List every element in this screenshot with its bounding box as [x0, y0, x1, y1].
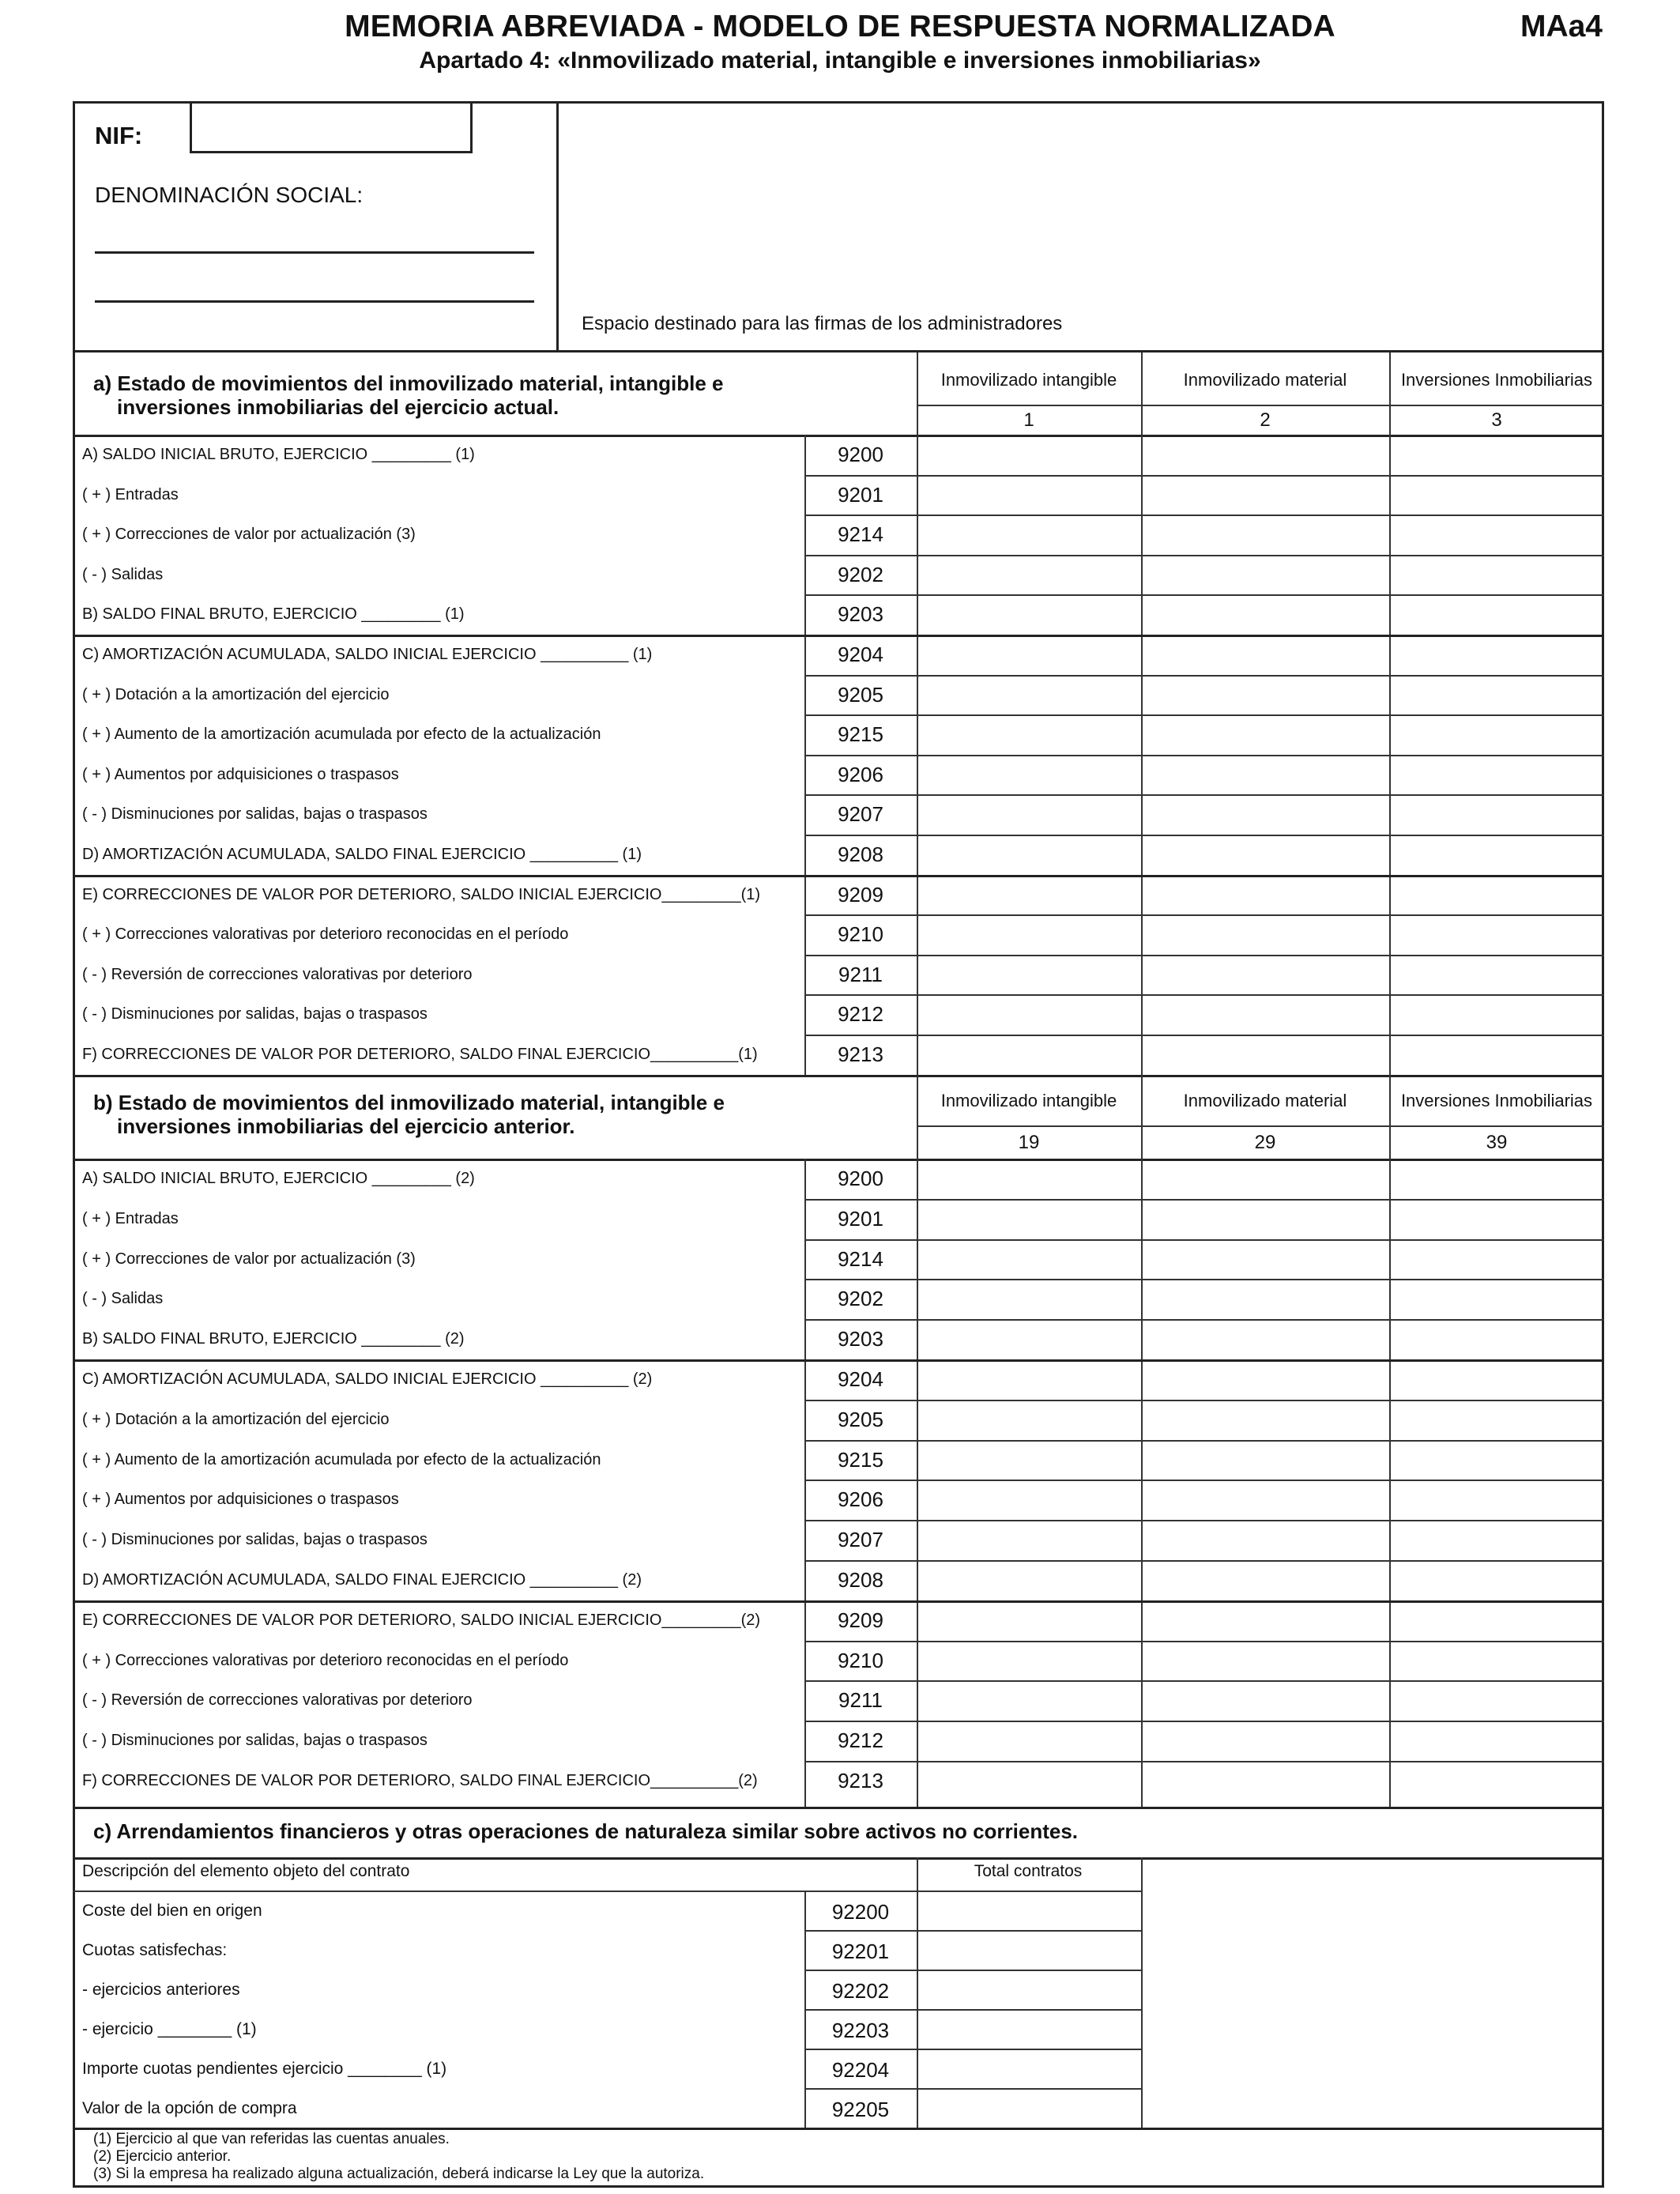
- page-title: MEMORIA ABREVIADA - MODELO DE RESPUESTA NORMALIZADA: [345, 9, 1335, 43]
- section-a-title-line2: inversiones inmobiliarias del ejercicio actual.: [117, 395, 559, 419]
- section-a-col1-number: 1: [1023, 409, 1034, 431]
- section-b-row-label: ( - ) Disminuciones por salidas, bajas o traspasos: [82, 1531, 428, 1549]
- section-b-input-cell-col3[interactable]: [1391, 1642, 1603, 1679]
- section-c-row-code: 92201: [831, 1940, 890, 1963]
- section-b-input-cell-col1[interactable]: [918, 1442, 1139, 1479]
- section-b-input-cell-col2[interactable]: [1143, 1682, 1388, 1719]
- section-a-input-cell-col3[interactable]: [1391, 916, 1603, 953]
- section-a-input-cell-col3[interactable]: [1391, 956, 1603, 993]
- section-c-row-label: Importe cuotas pendientes ejercicio ________ (1): [82, 2060, 447, 2078]
- section-a-input-cell-col1[interactable]: [918, 796, 1139, 833]
- section-b-header-vline-2: [1389, 1075, 1391, 1159]
- section-b-input-cell-col2[interactable]: [1143, 1521, 1388, 1559]
- section-a-input-cell-col3[interactable]: [1391, 796, 1603, 833]
- section-c-total-input-cell[interactable]: [918, 2090, 1139, 2126]
- section-b-input-cell-col3[interactable]: [1391, 1280, 1603, 1318]
- section-a-row-label: ( + ) Correcciones de valor por actualización (3): [82, 526, 416, 544]
- section-b-row-label: ( - ) Reversión de correcciones valorativas por deterioro: [82, 1691, 473, 1710]
- section-b-input-cell-col2[interactable]: [1143, 1562, 1388, 1599]
- section-b-row-label: F) CORRECCIONES DE VALOR POR DETERIORO, SALDO FINAL EJERCICIO__________(2): [82, 1772, 758, 1789]
- section-b-input-cell-col3[interactable]: [1391, 1562, 1603, 1599]
- section-b-row-code: 9214: [838, 1246, 883, 1271]
- section-b-input-cell-col2[interactable]: [1143, 1602, 1388, 1639]
- section-b-col1-header: Inmovilizado intangible: [940, 1091, 1117, 1110]
- section-b-row-label: E) CORRECCIONES DE VALOR POR DETERIORO, SALDO INICIAL EJERCICIO_________(2): [82, 1611, 761, 1629]
- section-b-input-cell-col2[interactable]: [1143, 1280, 1388, 1318]
- section-b-row-label: ( + ) Entradas: [82, 1209, 179, 1227]
- section-b-row-label: ( - ) Salidas: [82, 1290, 164, 1308]
- section-a-col2-header: Inmovilizado material: [1183, 370, 1347, 390]
- section-a-row-label: E) CORRECCIONES DE VALOR POR DETERIORO, SALDO INICIAL EJERCICIO_________(1): [82, 885, 761, 903]
- section-b-title-line1: b) Estado de movimientos del inmovilizado material, intangible e: [93, 1091, 725, 1114]
- section-b-input-cell-col3[interactable]: [1391, 1401, 1603, 1438]
- section-a-row-code: 9213: [838, 1042, 883, 1066]
- section-a-input-cell-col3[interactable]: [1391, 836, 1603, 873]
- section-a-input-cell-col2[interactable]: [1143, 956, 1388, 993]
- section-b-input-cell-col1[interactable]: [918, 1762, 1139, 1800]
- section-c-row-code: 92204: [831, 2058, 890, 2082]
- section-a-header-vline-2: [1389, 352, 1391, 435]
- section-b-input-cell-col2[interactable]: [1143, 1642, 1388, 1679]
- section-a-input-cell-col2[interactable]: [1143, 1036, 1388, 1073]
- section-b-row-label: B) SALDO FINAL BRUTO, EJERCICIO _________ (2): [82, 1330, 465, 1348]
- section-b-input-cell-col2[interactable]: [1143, 1442, 1388, 1479]
- section-b-col2-header: Inmovilizado material: [1183, 1091, 1347, 1110]
- section-b-title-line2: inversiones inmobiliarias del ejercicio anterior.: [117, 1114, 575, 1138]
- section-a-row-label: ( - ) Disminuciones por salidas, bajas o traspasos: [82, 805, 428, 824]
- section-a-input-cell-col3[interactable]: [1391, 876, 1603, 914]
- section-b-input-cell-col2[interactable]: [1143, 1160, 1388, 1197]
- section-a-input-cell-col1[interactable]: [918, 1036, 1139, 1073]
- section-a-row-label: F) CORRECCIONES DE VALOR POR DETERIORO, SALDO FINAL EJERCICIO__________(1): [82, 1046, 758, 1063]
- section-b-col2-number: 29: [1254, 1132, 1276, 1153]
- section-a-input-cell-col3[interactable]: [1391, 516, 1603, 553]
- section-b-row-code: 9205: [838, 1407, 883, 1431]
- section-a-input-cell-col3[interactable]: [1391, 996, 1603, 1033]
- nif-field[interactable]: [190, 103, 473, 153]
- section-b-input-cell-col3[interactable]: [1391, 1321, 1603, 1358]
- section-c-vline-total-right: [1141, 1857, 1143, 2128]
- section-b-row-label: ( + ) Aumento de la amortización acumulada por efecto de la actualización: [82, 1450, 601, 1468]
- section-b-input-cell-col3[interactable]: [1391, 1160, 1603, 1197]
- section-b-row-code: 9202: [838, 1287, 883, 1311]
- section-b-header-vline-1: [1141, 1075, 1143, 1159]
- section-c-title: c) Arrendamientos financieros y otras operaciones de naturaleza similar sobre activos no corrientes.: [93, 1819, 1079, 1843]
- section-b-input-cell-col2[interactable]: [1143, 1361, 1388, 1398]
- section-a-input-cell-col2[interactable]: [1143, 556, 1388, 594]
- section-a-header-rule: [917, 405, 1604, 406]
- section-a-row-label: ( - ) Disminuciones por salidas, bajas o traspasos: [82, 1005, 428, 1023]
- section-c-total-input-cell[interactable]: [918, 1932, 1139, 1968]
- section-a-row-label: ( + ) Aumentos por adquisiciones o traspasos: [82, 765, 399, 783]
- footnote-2: (2) Ejercicio anterior.: [93, 2148, 232, 2165]
- section-a-row-label: ( + ) Entradas: [82, 485, 179, 503]
- footnote-3: (3) Si la empresa ha realizado alguna actualización, deberá indicarse la Ley que la autoriza.: [93, 2166, 705, 2182]
- section-b-input-cell-col1[interactable]: [918, 1722, 1139, 1759]
- section-b-input-cell-col3[interactable]: [1391, 1602, 1603, 1639]
- section-c-row-code: 92200: [831, 1900, 890, 1924]
- section-b-col3-header: Inversiones Inmobiliarias: [1400, 1091, 1593, 1110]
- section-b-row-code: 9206: [838, 1487, 883, 1512]
- section-a-input-cell-col1[interactable]: [918, 477, 1139, 514]
- section-a-row-code: 9212: [838, 1002, 883, 1027]
- section-c-row-label: Cuotas satisfechas:: [82, 1941, 228, 1959]
- section-b-row-code: 9213: [838, 1769, 883, 1793]
- section-b-row-code: 9215: [838, 1447, 883, 1472]
- section-c-row-code: 92202: [831, 1979, 890, 2003]
- section-a-input-cell-col1[interactable]: [918, 996, 1139, 1033]
- section-a-input-cell-col3[interactable]: [1391, 756, 1603, 794]
- section-a-input-cell-col2[interactable]: [1143, 796, 1388, 833]
- section-a-input-cell-col1[interactable]: [918, 436, 1139, 473]
- section-a-input-cell-col2[interactable]: [1143, 596, 1388, 633]
- section-a-row-label: ( + ) Correcciones valorativas por deterioro reconocidas en el período: [82, 925, 569, 944]
- page-subtitle: Apartado 4: «Inmovilizado material, intangible e inversiones inmobiliarias»: [419, 47, 1261, 74]
- section-c-total-header: Total contratos: [974, 1862, 1083, 1880]
- section-a-input-cell-col3[interactable]: [1391, 636, 1603, 673]
- section-b-row-code: 9209: [838, 1608, 883, 1632]
- section-c-row-label: - ejercicios anteriores: [82, 1981, 240, 1999]
- nif-label: NIF:: [95, 122, 143, 149]
- denominacion-label: DENOMINACIÓN SOCIAL:: [95, 183, 363, 207]
- section-a-col1-header: Inmovilizado intangible: [940, 370, 1117, 390]
- section-b-row-code: 9211: [838, 1688, 883, 1713]
- section-a-row-code: 9205: [838, 682, 883, 707]
- section-a-row-label: ( + ) Aumento de la amortización acumulada por efecto de la actualización: [82, 726, 601, 744]
- section-a-input-cell-col2[interactable]: [1143, 716, 1388, 753]
- footnote-1: (1) Ejercicio al que van referidas las cuentas anuales.: [93, 2131, 450, 2147]
- section-b-input-cell-col1[interactable]: [918, 1602, 1139, 1639]
- section-a-row-code: 9207: [838, 802, 883, 827]
- section-a-row-code: 9209: [838, 882, 883, 907]
- section-b-input-cell-col3[interactable]: [1391, 1762, 1603, 1800]
- section-a-header-vline-0: [917, 352, 918, 435]
- section-a-input-cell-col3[interactable]: [1391, 677, 1603, 714]
- section-b-input-cell-col3[interactable]: [1391, 1682, 1603, 1719]
- section-b-input-cell-col2[interactable]: [1143, 1722, 1388, 1759]
- section-a-row-code: 9210: [838, 922, 883, 947]
- section-a-row-code: 9203: [838, 602, 883, 627]
- section-a-input-cell-col3[interactable]: [1391, 716, 1603, 753]
- section-b-input-cell-col1[interactable]: [918, 1201, 1139, 1238]
- section-a-row-label: ( + ) Dotación a la amortización del ejercicio: [82, 685, 390, 703]
- section-a-row-label: D) AMORTIZACIÓN ACUMULADA, SALDO FINAL EJERCICIO __________ (1): [82, 846, 642, 863]
- section-a-title-line1: a) Estado de movimientos del inmovilizado material, intangible e: [93, 371, 724, 395]
- section-b-header-rule: [917, 1125, 1604, 1127]
- section-a-row-label: A) SALDO INICIAL BRUTO, EJERCICIO _________ (1): [82, 446, 475, 463]
- section-a-bottom-rule: [73, 1075, 1604, 1077]
- section-a-input-cell-col2[interactable]: [1143, 916, 1388, 953]
- section-a-row-label: ( - ) Reversión de correcciones valorativas por deterioro: [82, 965, 473, 983]
- section-a-row-code: 9215: [838, 722, 883, 747]
- section-a-row-code: 9214: [838, 522, 883, 547]
- section-b-row-code: 9201: [838, 1206, 883, 1231]
- section-b-input-cell-col2[interactable]: [1143, 1401, 1388, 1438]
- section-c-desc-header: Descripción del elemento objeto del contrato: [82, 1862, 410, 1880]
- section-b-input-cell-col3[interactable]: [1391, 1481, 1603, 1518]
- section-a-col3-number: 3: [1491, 409, 1502, 431]
- section-a-col3-header: Inversiones Inmobiliarias: [1400, 370, 1593, 390]
- section-b-input-cell-col1[interactable]: [918, 1521, 1139, 1559]
- section-b-input-cell-col3[interactable]: [1391, 1442, 1603, 1479]
- section-a-col2-number: 2: [1260, 409, 1271, 431]
- section-b-row-label: ( + ) Aumentos por adquisiciones o traspasos: [82, 1491, 399, 1509]
- section-a-input-cell-col1[interactable]: [918, 516, 1139, 553]
- section-b-input-cell-col2[interactable]: [1143, 1321, 1388, 1358]
- section-a-input-cell-col1[interactable]: [918, 556, 1139, 594]
- section-b-row-label: ( + ) Correcciones de valor por actualización (3): [82, 1250, 416, 1268]
- section-a-input-cell-col1[interactable]: [918, 677, 1139, 714]
- section-a-input-cell-col3[interactable]: [1391, 556, 1603, 594]
- denominacion-field-line-1[interactable]: [95, 251, 534, 254]
- section-a-input-cell-col3[interactable]: [1391, 477, 1603, 514]
- section-c-bottom-rule: [73, 2128, 1604, 2130]
- section-b-row-label: ( - ) Disminuciones por salidas, bajas o traspasos: [82, 1732, 428, 1750]
- section-a-input-cell-col2[interactable]: [1143, 436, 1388, 473]
- section-a-input-cell-col1[interactable]: [918, 756, 1139, 794]
- section-a-input-cell-col1[interactable]: [918, 876, 1139, 914]
- section-a-input-cell-col1[interactable]: [918, 836, 1139, 873]
- form-code: MAa4: [1520, 9, 1603, 43]
- section-b-input-cell-col3[interactable]: [1391, 1521, 1603, 1559]
- section-a-input-cell-col1[interactable]: [918, 956, 1139, 993]
- section-b-row-label: ( + ) Correcciones valorativas por deterioro reconocidas en el período: [82, 1651, 569, 1669]
- section-b-input-cell-col1[interactable]: [918, 1642, 1139, 1679]
- section-b-row-code: 9210: [838, 1648, 883, 1672]
- section-a-row-label: B) SALDO FINAL BRUTO, EJERCICIO _________ (1): [82, 605, 465, 624]
- section-b-input-cell-col1[interactable]: [918, 1481, 1139, 1518]
- section-b-row-code: 9204: [838, 1367, 883, 1391]
- section-c-row-label: - ejercicio ________ (1): [82, 2020, 257, 2038]
- section-a-row-code: 9206: [838, 762, 883, 786]
- section-b-input-cell-col2[interactable]: [1143, 1762, 1388, 1800]
- section-c-total-input-cell[interactable]: [918, 1892, 1139, 1928]
- section-b-input-cell-col2[interactable]: [1143, 1241, 1388, 1278]
- section-c-top-rule: [73, 1857, 1604, 1860]
- section-b-row-code: 9207: [838, 1528, 883, 1552]
- section-a-input-cell-col2[interactable]: [1143, 756, 1388, 794]
- identification-divider: [556, 101, 559, 352]
- section-a-input-cell-col2[interactable]: [1143, 636, 1388, 673]
- section-b-input-cell-col2[interactable]: [1143, 1481, 1388, 1518]
- section-a-row-code: 9204: [838, 643, 883, 666]
- section-b-row-label: ( + ) Dotación a la amortización del ejercicio: [82, 1410, 390, 1428]
- section-b-input-cell-col1[interactable]: [918, 1401, 1139, 1438]
- section-b-row-code: 9200: [838, 1167, 883, 1190]
- section-b-input-cell-col1[interactable]: [918, 1562, 1139, 1599]
- section-b-input-cell-col1[interactable]: [918, 1682, 1139, 1719]
- section-b-bottom-rule: [73, 1807, 1604, 1809]
- section-a-input-cell-col3[interactable]: [1391, 436, 1603, 473]
- section-a-input-cell-col2[interactable]: [1143, 876, 1388, 914]
- section-b-input-cell-col3[interactable]: [1391, 1201, 1603, 1238]
- section-a-input-cell-col2[interactable]: [1143, 477, 1388, 514]
- section-b-input-cell-col2[interactable]: [1143, 1201, 1388, 1238]
- section-a-header-vline-1: [1141, 352, 1143, 435]
- firmas-caption: Espacio destinado para las firmas de los administradores: [582, 313, 1063, 334]
- section-b-header-vline-0: [917, 1075, 918, 1159]
- section-a-input-cell-col2[interactable]: [1143, 996, 1388, 1033]
- section-c-total-input-cell[interactable]: [918, 1971, 1139, 2007]
- section-b-row-label: A) SALDO INICIAL BRUTO, EJERCICIO _________ (2): [82, 1170, 475, 1187]
- section-a-input-cell-col1[interactable]: [918, 596, 1139, 633]
- section-b-row-code: 9212: [838, 1728, 883, 1753]
- section-a-row-label: C) AMORTIZACIÓN ACUMULADA, SALDO INICIAL EJERCICIO __________ (1): [82, 646, 653, 663]
- section-a-input-cell-col2[interactable]: [1143, 836, 1388, 873]
- section-c-total-input-cell[interactable]: [918, 2011, 1139, 2047]
- section-b-input-cell-col3[interactable]: [1391, 1241, 1603, 1278]
- section-a-row-code: 9201: [838, 482, 883, 507]
- denominacion-field-line-2[interactable]: [95, 300, 534, 303]
- section-a-row-code: 9202: [838, 562, 883, 586]
- section-b-input-cell-col3[interactable]: [1391, 1722, 1603, 1759]
- section-b-row-label: D) AMORTIZACIÓN ACUMULADA, SALDO FINAL EJERCICIO __________ (2): [82, 1571, 642, 1589]
- section-b-row-code: 9208: [838, 1568, 883, 1592]
- section-c-row-label: Valor de la opción de compra: [82, 2099, 297, 2117]
- section-a-row-label: ( - ) Salidas: [82, 565, 164, 583]
- section-b-col3-number: 39: [1486, 1132, 1508, 1153]
- section-b-input-cell-col3[interactable]: [1391, 1361, 1603, 1398]
- section-c-total-input-cell[interactable]: [918, 2050, 1139, 2087]
- section-a-input-cell-col2[interactable]: [1143, 516, 1388, 553]
- section-b-input-cell-col1[interactable]: [918, 1321, 1139, 1358]
- section-b-input-cell-col1[interactable]: [918, 1160, 1139, 1197]
- section-b-col1-number: 19: [1018, 1132, 1040, 1153]
- section-c-row-code: 92203: [831, 2019, 890, 2042]
- section-b-input-cell-col1[interactable]: [918, 1241, 1139, 1278]
- section-b-input-cell-col1[interactable]: [918, 1280, 1139, 1318]
- section-a-input-cell-col1[interactable]: [918, 916, 1139, 953]
- section-a-row-code: 9200: [838, 443, 883, 466]
- section-b-row-label: C) AMORTIZACIÓN ACUMULADA, SALDO INICIAL EJERCICIO __________ (2): [82, 1370, 653, 1388]
- section-a-input-cell-col1[interactable]: [918, 636, 1139, 673]
- section-a-input-cell-col3[interactable]: [1391, 596, 1603, 633]
- section-a-row-code: 9211: [838, 962, 883, 986]
- section-a-row-code: 9208: [838, 843, 883, 866]
- section-a-input-cell-col2[interactable]: [1143, 677, 1388, 714]
- section-a-input-cell-col3[interactable]: [1391, 1036, 1603, 1073]
- section-c-row-code: 92205: [831, 2098, 890, 2121]
- section-a-input-cell-col1[interactable]: [918, 716, 1139, 753]
- section-b-row-code: 9203: [838, 1327, 883, 1351]
- section-b-input-cell-col1[interactable]: [918, 1361, 1139, 1398]
- section-c-row-label: Coste del bien en origen: [82, 1902, 262, 1920]
